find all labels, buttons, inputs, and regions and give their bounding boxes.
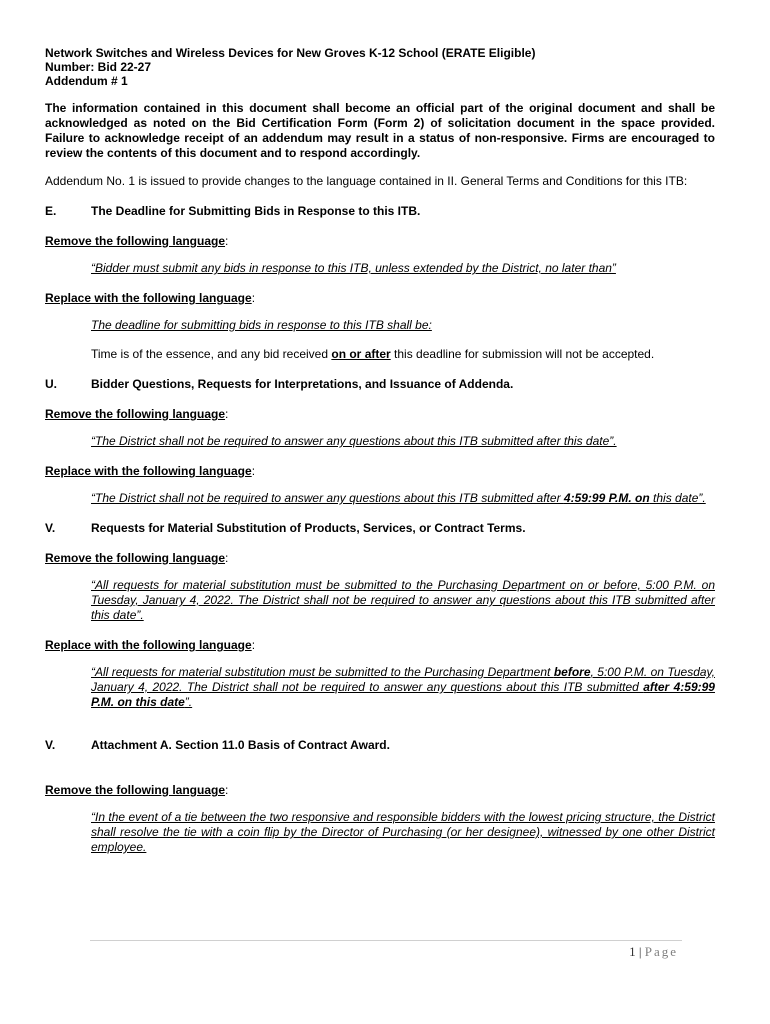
remove-label: Remove the following language: bbox=[45, 407, 229, 421]
page-number: 1 bbox=[629, 944, 636, 959]
addendum-number: Addendum # 1 bbox=[45, 74, 128, 88]
section-letter: U. bbox=[45, 377, 57, 391]
replace-label: Replace with the following language: bbox=[45, 464, 256, 478]
remove-label: Remove the following language: bbox=[45, 783, 229, 797]
section-title: Bidder Questions, Requests for Interpretations, and Issuance of Addenda. bbox=[91, 377, 514, 391]
document-page bbox=[45, 46, 715, 855]
replace-label: Replace with the following language: bbox=[45, 291, 256, 305]
replacement-language: “All requests for material substitution must be submitted to the Purchasing Department before, 5:00 P.M. on Tuesday, January 4, 2022. The District shall not be required to answer any questions about this ITB submitted after 4:59:99 P.M. on this date”. bbox=[91, 665, 715, 709]
document-header bbox=[45, 46, 715, 88]
section-v-attachment-heading bbox=[45, 738, 715, 753]
section-title: Attachment A. Section 11.0 Basis of Contract Award. bbox=[91, 738, 390, 752]
document-title: Network Switches and Wireless Devices for New Groves K-12 School (ERATE Eligible) bbox=[45, 46, 536, 60]
summary-paragraph: Addendum No. 1 is issued to provide changes to the language contained in II. General Terms and Conditions for this ITB: bbox=[45, 174, 688, 188]
removed-language: “Bidder must submit any bids in response to this ITB, unless extended by the District, no later than” bbox=[91, 261, 616, 275]
section-letter: E. bbox=[45, 204, 57, 218]
footer-divider bbox=[90, 940, 682, 941]
page-footer bbox=[629, 944, 678, 960]
remove-label: Remove the following language: bbox=[45, 234, 229, 248]
section-letter: V. bbox=[45, 738, 56, 752]
remove-label: Remove the following language: bbox=[45, 551, 229, 565]
intro-paragraph: The information contained in this document shall become an official part of the original document and shall be acknowledged as noted on the Bid Certification Form (Form 2) of solicitation document in the space provided. Failure to acknowledge receipt of an addendum may result in a status of non-responsive. Firms are encouraged to review the contents of this document and to respond accordingly. bbox=[45, 101, 715, 160]
section-letter: V. bbox=[45, 521, 56, 535]
replacement-language: “The District shall not be required to answer any questions about this ITB submitted after 4:59:99 P.M. on this date”. bbox=[91, 491, 706, 505]
section-u-heading bbox=[45, 377, 715, 392]
section-v-heading bbox=[45, 521, 715, 536]
replacement-language: The deadline for submitting bids in response to this ITB shall be: bbox=[91, 318, 432, 332]
section-e-heading bbox=[45, 204, 715, 219]
section-title: The Deadline for Submitting Bids in Response to this ITB. bbox=[91, 204, 421, 218]
page-separator: | bbox=[638, 944, 642, 959]
deadline-note: Time is of the essence, and any bid received on or after this deadline for submission will not be accepted. bbox=[91, 347, 655, 361]
bid-number: Number: Bid 22-27 bbox=[45, 60, 152, 74]
page-word: Page bbox=[644, 944, 678, 959]
section-title: Requests for Material Substitution of Products, Services, or Contract Terms. bbox=[91, 521, 526, 535]
removed-language: “The District shall not be required to answer any questions about this ITB submitted after this date”. bbox=[91, 434, 617, 448]
replace-label: Replace with the following language: bbox=[45, 638, 256, 652]
removed-language: “In the event of a tie between the two responsive and responsible bidders with the lowest pricing structure, the District shall resolve the tie with a coin flip by the Director of Purchasing (or her designee), witnessed by one other District employee. bbox=[91, 810, 715, 854]
removed-language: “All requests for material substitution must be submitted to the Purchasing Department on or before, 5:00 P.M. on Tuesday, January 4, 2022. The District shall not be required to answer any questions about this ITB submitted after this date”. bbox=[91, 578, 715, 622]
